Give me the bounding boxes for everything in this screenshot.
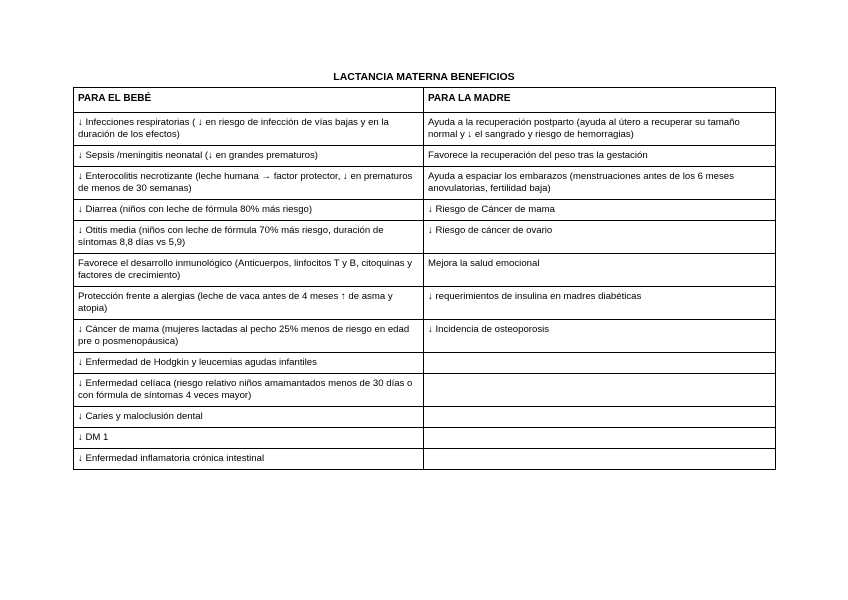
mother-cell: ↓ Incidencia de osteoporosis [424,320,776,353]
mother-cell [424,407,776,428]
mother-cell: Favorece la recuperación del peso tras la gestación [424,146,776,167]
mother-cell: Mejora la salud emocional [424,254,776,287]
table-row [74,167,776,200]
baby-cell: ↓ Diarrea (niños con leche de fórmula 80% más riesgo) [74,200,424,221]
table-row [74,200,776,221]
baby-cell: ↓ Enterocolitis necrotizante (leche humana → factor protector, ↓ en prematuros de menos de 30 semanas) [74,167,424,200]
baby-cell: ↓ Enfermedad inflamatoria crónica intestinal [74,449,424,470]
document-title: LACTANCIA MATERNA BENEFICIOS [333,71,515,83]
baby-cell: ↓ Sepsis /meningitis neonatal (↓ en grandes prematuros) [74,146,424,167]
mother-cell: Ayuda a la recuperación postparto (ayuda al útero a recuperar su tamaño normal y ↓ el sangrado y riesgo de hemorragias) [424,113,776,146]
table-row [74,407,776,428]
baby-cell: ↓ Caries y maloclusión dental [74,407,424,428]
mother-cell: ↓ Riesgo de cáncer de ovario [424,221,776,254]
mother-cell [424,449,776,470]
table-row [74,353,776,374]
baby-cell: ↓ Enfermedad celíaca (riesgo relativo niños amamantados menos de 30 días o con fórmula de síntomas 4 veces mayor) [74,374,424,407]
table-row [74,320,776,353]
baby-cell: ↓ Otitis media (niños con leche de fórmula 70% más riesgo, duración de síntomas 8,8 días vs 5,9) [74,221,424,254]
baby-cell: Protección frente a alergias (leche de vaca antes de 4 meses ↑ de asma y atopia) [74,287,424,320]
table-row [74,113,776,146]
benefits-table [73,87,776,470]
mother-cell: ↓ Riesgo de Cáncer de mama [424,200,776,221]
mother-cell [424,428,776,449]
table-row [74,428,776,449]
mother-cell [424,374,776,407]
table-row [74,374,776,407]
table-row [74,221,776,254]
baby-cell: Favorece el desarrollo inmunológico (Anticuerpos, linfocitos T y B, citoquinas y factores de crecimiento) [74,254,424,287]
table-row [74,287,776,320]
mother-cell: Ayuda a espaciar los embarazos (menstruaciones antes de los 6 meses anovulatorias, fertilidad baja) [424,167,776,200]
baby-cell: ↓ Cáncer de mama (mujeres lactadas al pecho 25% menos de riesgo en edad pre o posmenopáusica) [74,320,424,353]
header-baby: PARA EL BEBÉ [74,88,424,113]
table-row [74,449,776,470]
header-mother: PARA LA MADRE [424,88,776,113]
table-row [74,146,776,167]
baby-cell: ↓ DM 1 [74,428,424,449]
table-row [74,254,776,287]
mother-cell [424,353,776,374]
baby-cell: ↓ Infecciones respiratorias ( ↓ en riesgo de infección de vías bajas y en la duración de los efectos) [74,113,424,146]
mother-cell: ↓ requerimientos de insulina en madres diabéticas [424,287,776,320]
table-header-row [74,88,776,113]
baby-cell: ↓ Enfermedad de Hodgkin y leucemias agudas infantiles [74,353,424,374]
